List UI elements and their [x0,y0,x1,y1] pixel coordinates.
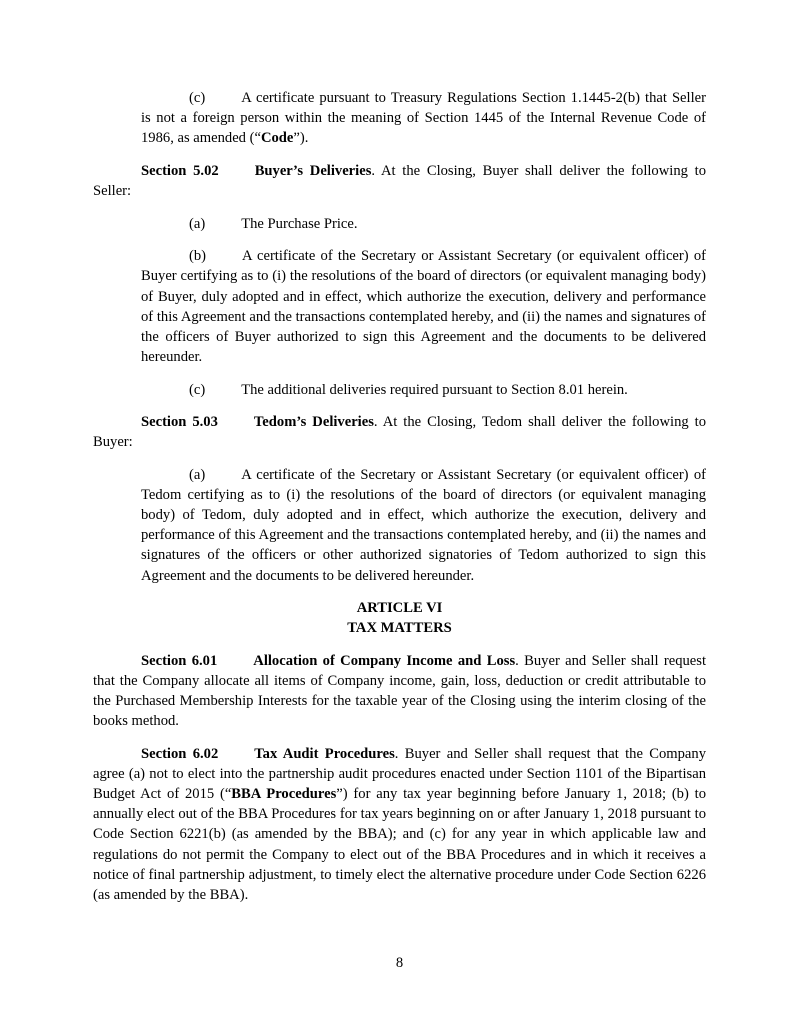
paragraph-text-part1: . Buyer and Seller shall request that the Company agree (a) not to elect into the partnership audit procedures enacted under Section 1101 of the Bipartisan Budget Act of 2015 (“ [93,745,706,803]
section-title: Allocation of Company Income and Loss [253,652,516,669]
section-number: Section 5.03 [141,414,218,431]
section-number: Section 6.02 [141,745,219,762]
paragraph-text: The Purchase Price. [241,215,358,232]
section-number: Section 6.01 [141,652,218,669]
paragraph-text-part2: ”) for any tax year beginning before January 1, 2018; (b) to annually elect out of the BBA Procedures for tax years beginning on or after January 1, 2018 pursuant to Code Section 6221(b) (as amended by the BBA); and (c) for any year in which applicable law and regulations do not permit the Company to elect out of the BBA Procedures and in which it receives a notice of final partnership adjustment, to timely elect the alternative procedure under Code Section 6226 (as amended by the BBA). [93,786,706,903]
paragraph-section-5-02 [93,161,706,201]
page-number: 8 [395,955,404,971]
section-title: Tedom’s Deliveries [253,414,374,431]
paragraph-text: A certificate of the Secretary or Assistant Secretary (or equivalent officer) of Buyer certifying as to (i) the resolutions of the board of directors (or equivalent managing body) of Buyer, duly adopted and in effect, which authorize the execution, delivery and performance of this Agreement and the transactions contemplated hereby, and (ii) the names and signatures of the officers of Buyer authorized to sign this Agreement and the documents to be delivered hereunder. [141,248,706,365]
document-body [93,88,706,905]
paragraph-5-02-b [141,246,706,367]
paragraph-text: The additional deliveries required pursuant to Section 8.01 herein. [241,381,628,398]
paragraph-text: . Buyer and Seller shall request that the Company allocate all items of Company income, gain, loss, deduction or credit attributable to the Purchased Membership Interests for the taxable year of the Closing using the interim closing of the books method. [93,652,707,730]
paragraph-5-02-a [141,214,706,234]
section-title: Tax Audit Procedures [254,745,395,762]
defined-term-bba-procedures: BBA Procedures [231,786,337,803]
paragraph-text: A certificate of the Secretary or Assistant Secretary (or equivalent officer) of Tedom certifying as to (i) the resolutions of the board of directors (or equivalent managing body) of Tedom, duly adopted and in effect, which authorize the execution, delivery and performance of this Agreement and the transactions contemplated hereby, and (ii) the names and signatures of the officers or other authorized signatories of Tedom authorized to sign this Agreement and the documents to be delivered hereunder. [141,466,706,584]
article-heading-block [93,598,706,638]
list-marker: (c) [189,90,206,106]
article-heading-title: TAX MATTERS [347,620,452,637]
paragraph-section-6-02 [93,744,706,905]
list-marker: (c) [189,381,206,398]
paragraph-5-03-a [141,465,706,586]
paragraph-section-5-03 [93,412,706,452]
paragraph-5-02-c [141,380,706,400]
list-marker: (a) [189,215,206,232]
paragraph-text-after: ”). [293,130,309,147]
paragraph-5-01-c [141,88,706,148]
paragraph-text: . At the Closing, Buyer shall deliver the following to Seller: [93,162,706,199]
article-heading-number: ARTICLE VI [356,600,443,617]
list-marker: (b) [189,248,207,265]
paragraph-text: A certificate pursuant to Treasury Regulations Section 1.1445-2(b) that Seller is not a foreign person within the meaning of Section 1445 of the Internal Revenue Code of 1986, as amended (“ [141,90,706,147]
section-title: Buyer’s Deliveries [254,162,372,179]
defined-term-code: Code [260,130,294,147]
section-number: Section 5.02 [141,162,219,179]
paragraph-text: . At the Closing, Tedom shall deliver the following to Buyer: [93,414,706,451]
list-marker: (a) [189,466,206,483]
paragraph-section-6-01 [93,651,706,732]
